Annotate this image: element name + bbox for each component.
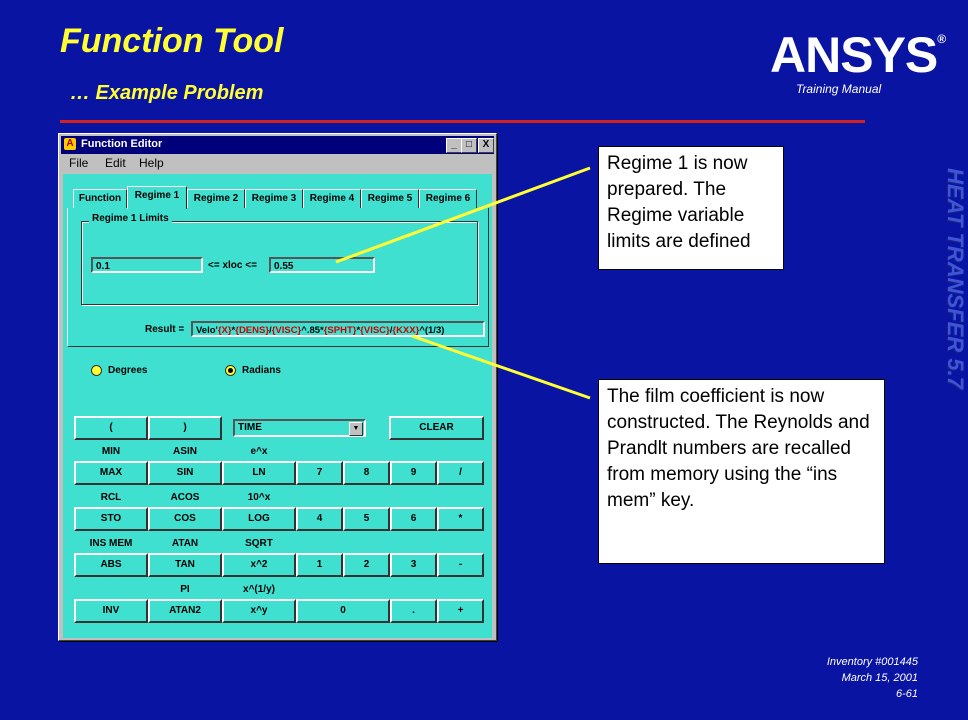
result-prefix: Velo	[196, 325, 216, 336]
key-1[interactable]: 1	[296, 553, 343, 577]
result-segment: ^(1/3)	[419, 325, 445, 336]
atan-label: ATAN	[171, 538, 199, 549]
result-segment: /	[269, 325, 272, 336]
ln-key[interactable]: LN	[222, 461, 296, 485]
sto-key[interactable]: STO	[74, 507, 148, 531]
logo-text: ANSYS	[770, 27, 938, 83]
key-2[interactable]: 2	[343, 553, 390, 577]
min-label: MIN	[101, 446, 121, 457]
callout-regime-limits: Regime 1 is now prepared. The Regime variable limits are defined	[598, 146, 784, 270]
key-7[interactable]: 7	[296, 461, 343, 485]
upper-limit-field[interactable]: 0.55	[269, 257, 375, 273]
key-0[interactable]: 0	[296, 599, 390, 623]
divide-key[interactable]: /	[437, 461, 484, 485]
result-segment: {X}	[217, 325, 232, 336]
max-key[interactable]: MAX	[74, 461, 148, 485]
result-segment: {KXX}	[392, 325, 420, 336]
exp-label: e^x	[250, 446, 268, 457]
cos-key[interactable]: COS	[148, 507, 222, 531]
callout-film-coefficient: The film coefficient is now constructed. The Reynolds and Prandlt numbers are recalled from memory using the “ins mem” key.	[598, 379, 885, 564]
inv-key[interactable]: INV	[74, 599, 148, 623]
leader-line-top	[336, 168, 590, 262]
page-number: 6-61	[895, 688, 918, 700]
result-segment: {SPHT}	[323, 325, 357, 336]
tab-regime-5[interactable]: Regime 5	[361, 189, 419, 208]
slide-subtitle: … Example Problem	[70, 82, 264, 104]
tab-regime-6[interactable]: Regime 6	[419, 189, 477, 208]
ins-mem-label: INS MEM	[89, 538, 133, 549]
tab-function[interactable]: Function	[73, 189, 127, 208]
multiply-key[interactable]: *	[437, 507, 484, 531]
square-key[interactable]: x^2	[222, 553, 296, 577]
acos-label: ACOS	[170, 492, 200, 503]
key-5[interactable]: 5	[343, 507, 390, 531]
open-paren-key[interactable]: (	[74, 416, 148, 440]
window-title: Function Editor	[81, 138, 163, 150]
log-key[interactable]: LOG	[222, 507, 296, 531]
clear-key[interactable]: CLEAR	[389, 416, 484, 440]
menu-edit[interactable]: Edit	[105, 156, 126, 170]
leader-line-bottom	[412, 336, 590, 398]
tab-regime-1[interactable]: Regime 1	[127, 186, 187, 209]
tan-key[interactable]: TAN	[148, 553, 222, 577]
result-label: Result =	[145, 324, 185, 335]
lower-limit-field[interactable]: 0.1	[91, 257, 203, 273]
sin-key[interactable]: SIN	[148, 461, 222, 485]
asin-label: ASIN	[173, 446, 197, 457]
ansys-app-icon: A	[64, 138, 76, 150]
key-3[interactable]: 3	[390, 553, 437, 577]
root-label: x^(1/y)	[243, 584, 275, 595]
minimize-button[interactable]: _	[446, 138, 462, 153]
key-4[interactable]: 4	[296, 507, 343, 531]
slide-date: March 15, 2001	[841, 672, 918, 684]
vertical-course-title: HEAT TRANSFER 5.7	[943, 168, 968, 389]
radians-label: Radians	[242, 365, 281, 376]
subtract-key[interactable]: -	[437, 553, 484, 577]
result-segment: '	[215, 325, 218, 336]
tab-regime-2[interactable]: Regime 2	[187, 189, 245, 208]
rcl-label: RCL	[100, 492, 122, 503]
result-segment: *	[231, 325, 236, 336]
menu-help[interactable]: Help	[139, 156, 164, 170]
result-segment: ^.85*	[301, 325, 324, 336]
atan2-key[interactable]: ATAN2	[148, 599, 222, 623]
result-segment: {VISC}	[360, 325, 390, 336]
key-8[interactable]: 8	[343, 461, 390, 485]
result-segment: *	[356, 325, 361, 336]
registered-mark: ®	[937, 32, 946, 46]
tab-regime-3[interactable]: Regime 3	[245, 189, 303, 208]
slide-title: Function Tool	[60, 22, 284, 60]
degrees-label: Degrees	[108, 365, 148, 376]
decimal-key[interactable]: .	[390, 599, 437, 623]
tab-regime-4[interactable]: Regime 4	[303, 189, 361, 208]
regime-limits-label: Regime 1 Limits	[89, 213, 172, 224]
sqrt-label: SQRT	[245, 538, 273, 549]
add-key[interactable]: +	[437, 599, 484, 623]
chevron-down-icon[interactable]: ▼	[349, 422, 363, 436]
abs-key[interactable]: ABS	[74, 553, 148, 577]
maximize-button[interactable]: □	[461, 138, 477, 153]
result-segment: /	[389, 325, 393, 336]
inventory-number: Inventory #001445	[826, 656, 918, 668]
power-key[interactable]: x^y	[222, 599, 296, 623]
close-button[interactable]: X	[478, 138, 494, 153]
pow10-label: 10^x	[247, 492, 271, 503]
menu-file[interactable]: File	[69, 156, 89, 170]
result-segment: {VISC}	[271, 325, 302, 336]
variable-select-value: TIME	[238, 422, 262, 433]
key-9[interactable]: 9	[390, 461, 437, 485]
result-segment: {DENS}	[235, 325, 270, 336]
pi-label: PI	[180, 584, 190, 595]
key-6[interactable]: 6	[390, 507, 437, 531]
training-manual-label: Training Manual	[796, 82, 882, 96]
limits-operator-label: <= xloc <=	[208, 260, 257, 271]
close-paren-key[interactable]: )	[148, 416, 222, 440]
